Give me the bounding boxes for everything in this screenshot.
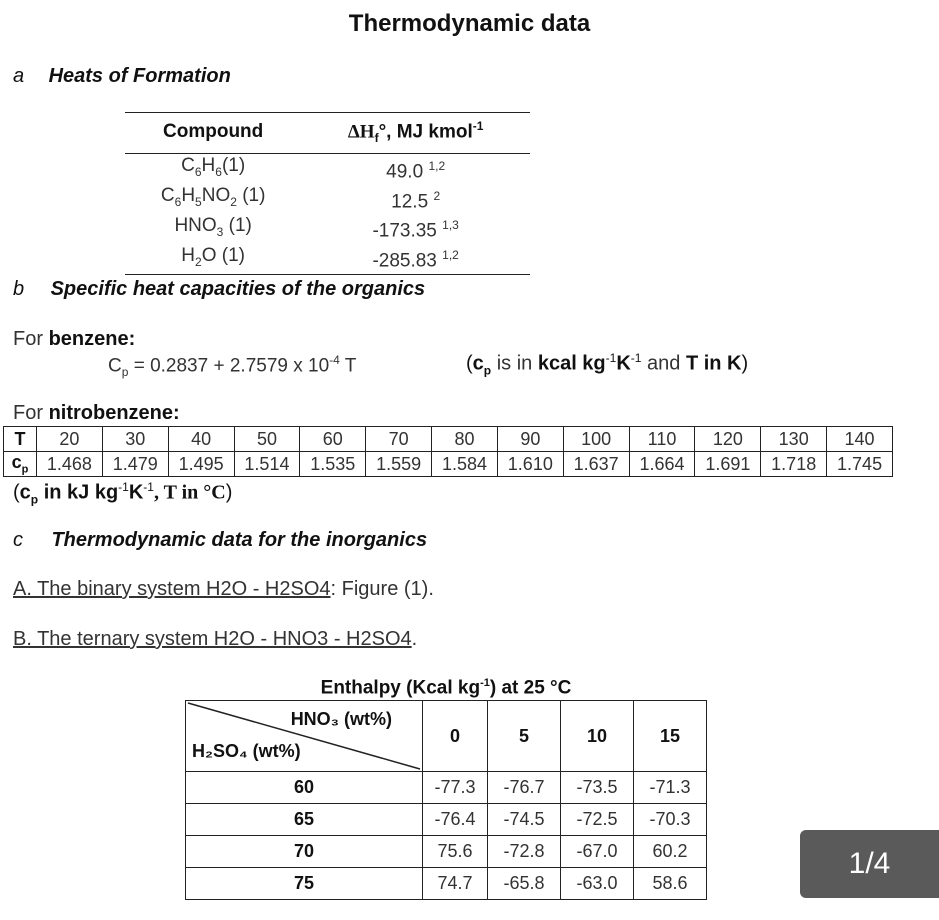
section-c-letter: c (13, 529, 23, 551)
benzene-equation: $C_p = 0.2837 + 2.7579$ x $10^{-4}$ T (108, 353, 357, 380)
table-cell: -77.3 (423, 772, 488, 804)
section-a-title: Heats of Formation (48, 65, 231, 87)
hf-col-compound: Compound (125, 113, 301, 154)
section-a-letter: a (13, 65, 25, 87)
table-row (186, 836, 707, 868)
section-b-letter: b (13, 278, 25, 300)
table-row (186, 804, 707, 836)
page-indicator-badge[interactable]: 1/4 (800, 830, 939, 898)
table-cell: 1.718 (761, 452, 827, 477)
table-row (125, 154, 530, 184)
table-cell: 70 (366, 427, 432, 452)
table-cell: -70.3 (634, 804, 707, 836)
table-cell: 1.495 (168, 452, 234, 477)
table-cell: 1.745 (827, 452, 893, 477)
table-cell: 110 (629, 427, 695, 452)
table-row (186, 868, 707, 900)
row-label-T: T (4, 427, 37, 452)
row-header: 60 (186, 772, 423, 804)
table-cell: 1.535 (300, 452, 366, 477)
table-row (186, 701, 707, 772)
table-cell: 60 (300, 427, 366, 452)
compound-cell: $C_6H_6(1)$ (181, 155, 246, 179)
table-cell: -72.5 (561, 804, 634, 836)
nitrobenzene-cp-table (3, 426, 893, 477)
table-cell: 74.7 (423, 868, 488, 900)
ternary-system-link[interactable]: B. The ternary system H2O - HNO3 - H2SO4 (13, 628, 412, 650)
table-cell: -76.7 (488, 772, 561, 804)
table-row (125, 214, 530, 244)
col-header: 10 (561, 701, 634, 772)
page-title: Thermodynamic data (348, 10, 591, 37)
table-cell: 58.6 (634, 868, 707, 900)
table-cell: 1.691 (695, 452, 761, 477)
table-cell: 60.2 (634, 836, 707, 868)
table-cell: 1.584 (432, 452, 498, 477)
diagonal-header-cell (186, 701, 423, 772)
hf-col-enthalpy: $\Delta H_f^\circ$, MJ kmol$^{-1}$ (301, 113, 530, 154)
table-row (125, 184, 530, 214)
col-header: 15 (634, 701, 707, 772)
compound-cell: $H_2O$ (1) (125, 244, 301, 275)
table-cell: 130 (761, 427, 827, 452)
section-b-title: Specific heat capacities of the organics (50, 278, 426, 300)
table-cell: 1.664 (629, 452, 695, 477)
nitrobenzene-label: For nitrobenzene: (13, 402, 180, 424)
table-cell: -72.8 (488, 836, 561, 868)
value-cell: 49.0 $^{1,2}$ (386, 158, 446, 183)
row-label-cp: $c_p$ (4, 452, 37, 477)
table-cell: 100 (563, 427, 629, 452)
benzene-units: ($c_p$ is in kcal $kg^{-1}K^{-1}$ and T in K) (466, 351, 749, 378)
table-row (4, 427, 893, 452)
table-cell: 1.610 (497, 452, 563, 477)
col-header: 0 (423, 701, 488, 772)
heats-of-formation-table (125, 112, 530, 275)
section-a-heading (13, 65, 231, 88)
table-row (4, 452, 893, 477)
value-cell: 12.5 $^2$ (391, 188, 441, 212)
table-cell: 40 (168, 427, 234, 452)
nitrobenzene-units: ($c_p$ in kJ $kg^{-1}K^{-1}$, T in °C) (13, 480, 233, 507)
table-cell: 75.6 (423, 836, 488, 868)
hno3-label: HNO₃ (wt%) (290, 709, 392, 729)
value-cell: -285.83 $^{1,2}$ (301, 244, 530, 275)
row-header: 75 (186, 868, 423, 900)
table-cell: -76.4 (423, 804, 488, 836)
table-cell: 1.479 (102, 452, 168, 477)
section-c-title: Thermodynamic data for the inorganics (51, 529, 428, 551)
table-cell: 1.559 (366, 452, 432, 477)
compound-cell: $C_6H_5NO_2$ (1) (160, 184, 266, 209)
compound-cell: $HNO_3$ (1) (174, 214, 252, 239)
binary-system-line: A. The binary system H2O - H2SO4: Figure (1). (13, 578, 434, 600)
enthalpy-caption: Enthalpy (Kcal $kg^{-1}$) at 25 °C (320, 677, 572, 699)
section-b-heading (13, 278, 425, 301)
ternary-system-line: B. The ternary system H2O - HNO3 - H2SO4. (13, 628, 418, 650)
table-cell: -71.3 (634, 772, 707, 804)
table-cell: -63.0 (561, 868, 634, 900)
table-cell: 80 (432, 427, 498, 452)
table-cell: -65.8 (488, 868, 561, 900)
table-cell: -67.0 (561, 836, 634, 868)
table-cell: 120 (695, 427, 761, 452)
table-cell: 30 (102, 427, 168, 452)
value-cell: -173.35 $^{1,3}$ (372, 218, 459, 242)
table-row (186, 772, 707, 804)
table-cell: 1.468 (37, 452, 103, 477)
table-cell: 1.637 (563, 452, 629, 477)
table-cell: 1.514 (234, 452, 300, 477)
table-cell: -74.5 (488, 804, 561, 836)
section-c-heading (13, 529, 427, 552)
table-cell: 50 (234, 427, 300, 452)
table-row (125, 244, 530, 275)
binary-system-link[interactable]: A. The binary system H2O - H2SO4 (13, 578, 331, 600)
table-cell: -73.5 (561, 772, 634, 804)
h2so4-label: H₂SO₄ (wt%) (192, 741, 301, 761)
table-cell: 140 (827, 427, 893, 452)
table-cell: 90 (497, 427, 563, 452)
col-header: 5 (488, 701, 561, 772)
enthalpy-table (185, 700, 707, 900)
row-header: 70 (186, 836, 423, 868)
table-cell: 20 (37, 427, 103, 452)
benzene-label: For benzene: (13, 328, 136, 350)
row-header: 65 (186, 804, 423, 836)
